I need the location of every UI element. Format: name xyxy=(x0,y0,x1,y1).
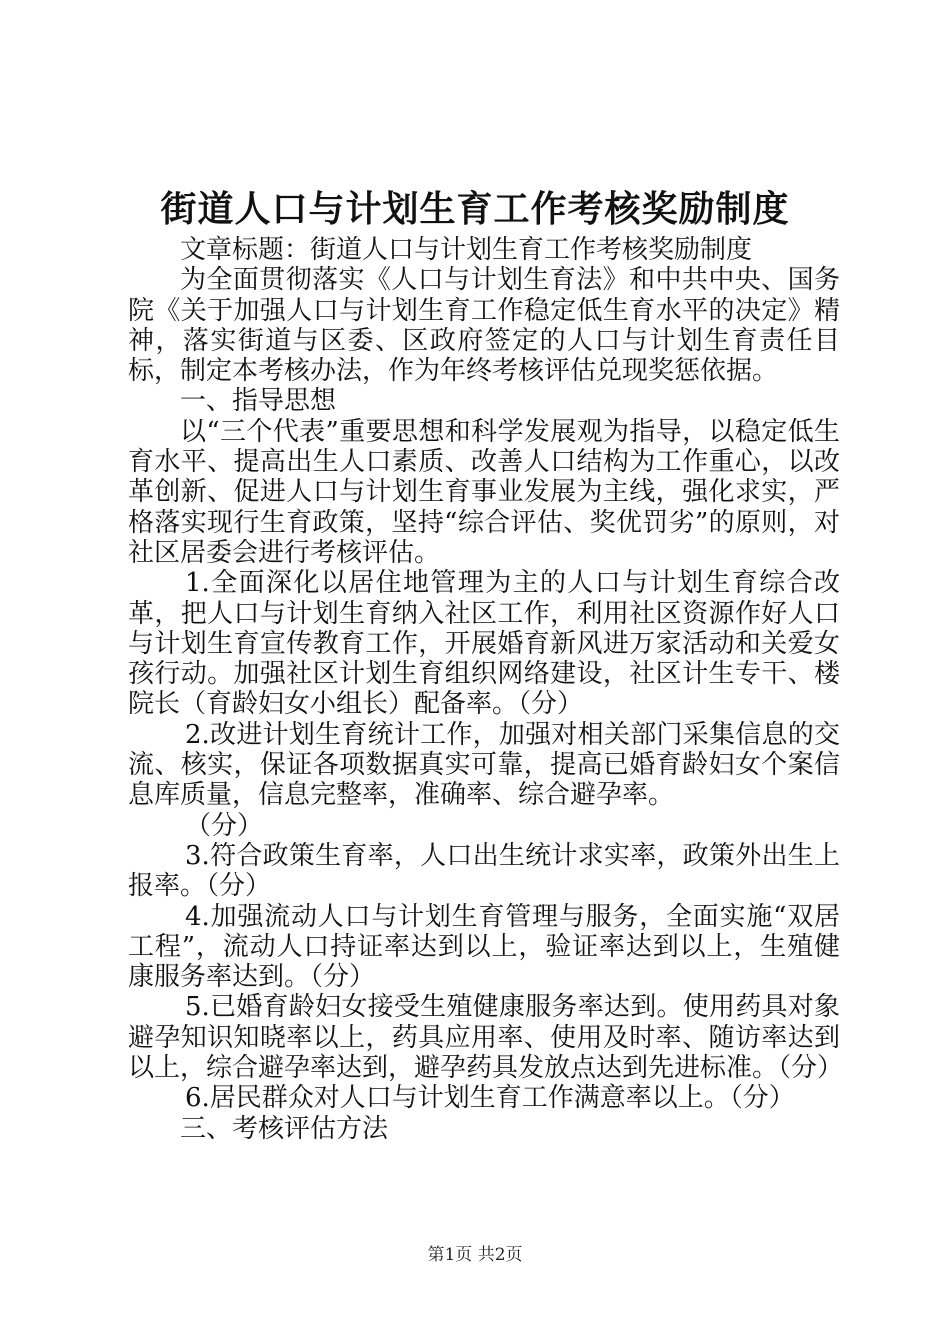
section-heading-assessment-method: 三、考核评估方法 xyxy=(180,1113,389,1144)
document-title: 街道人口与计划生育工作考核奖励制度 xyxy=(160,188,790,230)
section-heading-guiding-thought: 一、指导思想 xyxy=(180,386,337,417)
guiding-thought-paragraph: 以“三个代表”重要思想和科学发展观为指导，以稳定低生育水平、提高出生人口素质、改善人口结构为工作重心，以改革创新、促进人口与计划生育事业发展为主线，强化求实，严格落实现行生育政策，坚持“综合评估、奖优罚劣”的原则，对社区居委会进行考核评估。 xyxy=(128,416,840,568)
item-3-paragraph: 3.符合政策生育率，人口出生统计求实率，政策外出生上报率。（分） xyxy=(128,840,840,902)
intro-paragraph: 为全面贯彻落实《人口与计划生育法》和中共中央、国务院《关于加强人口与计划生育工作稳定低生育水平的决定》精神，落实街道与区委、区政府签定的人口与计划生育责任目标，制定本考核办法，作为年终考核评估兑现奖惩依据。 xyxy=(128,265,840,387)
item-5-paragraph: 5.已婚育龄妇女接受生殖健康服务率达到。使用药具对象避孕知识知晓率以上，药具应用率、使用及时率、随访率达到以上，综合避孕率达到，避孕药具发放点达到先进标准。（分） xyxy=(128,992,844,1084)
article-title-line: 文章标题：街道人口与计划生育工作考核奖励制度 xyxy=(180,235,753,265)
item-2-score-line: （分） xyxy=(185,810,264,841)
item-6-paragraph: 6.居民群众对人口与计划生育工作满意率以上。（分） xyxy=(185,1083,795,1114)
item-4-paragraph: 4.加强流动人口与计划生育管理与服务，全面实施“双居工程”，流动人口持证率达到以上，验证率达到以上，生殖健康服务率达到。（分） xyxy=(128,901,840,993)
page-number-footer: 第1页 共2页 xyxy=(427,1245,523,1265)
item-1-paragraph: 1.全面深化以居住地管理为主的人口与计划生育综合改革，把人口与计划生育纳入社区工作，利用社区资源作好人口与计划生育宣传教育工作，开展婚育新风进万家活动和关爱女孩行动。加强社区计划生育组织网络建设，社区计生专干、楼院长（育龄妇女小组长）配备率。（分） xyxy=(128,568,840,720)
document-body xyxy=(128,235,844,1144)
item-2-paragraph: 2.改进计划生育统计工作，加强对相关部门采集信息的交流、核实，保证各项数据真实可靠，提高已婚育龄妇女个案信息库质量，信息完整率，准确率、综合避孕率。 xyxy=(128,719,840,811)
